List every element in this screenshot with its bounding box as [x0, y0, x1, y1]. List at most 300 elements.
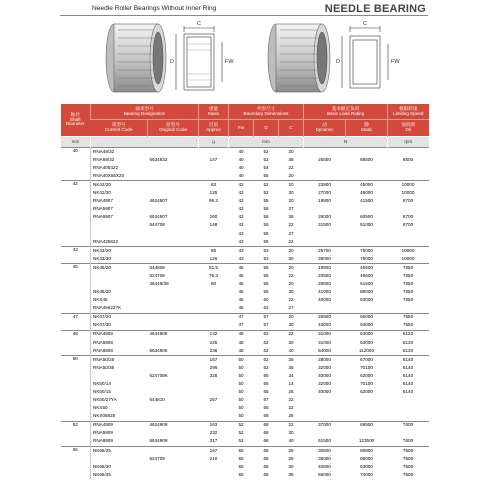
table-row	[61, 181, 429, 190]
mass: 296	[209, 364, 218, 370]
shaft-diameter: 50	[61, 355, 91, 421]
d: 62	[254, 355, 279, 364]
current-code: RNA5908	[93, 339, 113, 345]
shaft-diameter: 40	[61, 148, 91, 181]
dim-label-d-right: D	[336, 59, 340, 65]
table-row	[61, 304, 429, 313]
table-row	[61, 264, 429, 273]
current-code: NK55/35	[93, 471, 111, 477]
table-row	[61, 313, 429, 322]
table-row	[61, 430, 429, 438]
c-header: C	[279, 120, 304, 137]
mass-approx-en: Approx	[206, 127, 221, 132]
limiting-speed: 10000	[388, 246, 429, 255]
d: 55	[263, 198, 269, 204]
original-code	[148, 313, 199, 322]
dynamic-load: 25700	[304, 246, 346, 255]
d: 53	[254, 246, 279, 255]
original-code	[148, 172, 199, 181]
static-load: 60800	[346, 446, 388, 455]
dynamic-load: 28000	[304, 355, 346, 364]
c: 22	[279, 421, 304, 430]
current-code: RNA5907	[93, 206, 113, 212]
dynamic-load: 64000	[318, 347, 331, 353]
fw: 55	[238, 471, 244, 477]
mass: 99.3	[209, 198, 218, 204]
d: 55	[263, 214, 269, 220]
mass-header	[199, 104, 229, 120]
limiting-speed: 7650	[402, 289, 414, 295]
c: 20	[288, 172, 294, 178]
current-code	[91, 230, 148, 238]
designation-header-cn: 轴承型号	[135, 105, 154, 111]
original-code: 624709	[149, 455, 165, 461]
original-code: 4624909	[148, 421, 199, 430]
current-code	[91, 372, 148, 380]
static-load	[346, 413, 388, 422]
dynamic-load: 39000	[318, 255, 331, 261]
static-load: 63000	[360, 339, 373, 345]
table-row	[61, 206, 429, 214]
current-code: NK50/27YA	[93, 397, 117, 403]
dynamic-en: Dynamic	[315, 127, 334, 132]
mass	[199, 322, 229, 331]
bearing-diagrams	[96, 18, 416, 98]
d: 65	[263, 405, 269, 411]
d: 68	[263, 438, 269, 444]
original-code: 6634932	[149, 156, 168, 162]
dims-header	[229, 104, 304, 120]
limiting-speed	[388, 404, 429, 412]
dynamic-load: 31000	[318, 339, 331, 345]
limiting-speed	[388, 396, 429, 404]
mass	[199, 471, 229, 479]
d: 62	[263, 364, 269, 370]
fw: 42	[238, 190, 244, 196]
static-load	[346, 206, 388, 214]
current-code: NK43/30	[93, 255, 111, 261]
load-unit: N	[304, 137, 388, 148]
table-row	[61, 463, 429, 471]
limiting-speed	[388, 164, 429, 172]
static-load: 49000	[360, 190, 373, 196]
static-load: 68000	[360, 455, 373, 461]
table-row	[61, 413, 429, 422]
d: 62	[263, 305, 269, 311]
d: 55	[254, 264, 279, 273]
current-code: NK55/25	[91, 446, 148, 455]
c: 30	[288, 289, 294, 295]
c: 27	[288, 206, 294, 212]
original-code	[148, 413, 199, 422]
spec-table	[60, 104, 429, 479]
speed-header-en: Limiting Speed	[393, 110, 424, 116]
original-code: 4644908	[148, 330, 199, 339]
mass-header-en: Mass	[208, 110, 219, 116]
fw: 42	[229, 181, 254, 190]
mass: 148	[209, 222, 218, 228]
current-code: RNA405422	[93, 164, 119, 170]
dynamic-load	[304, 148, 346, 157]
c: 40	[288, 347, 294, 353]
current-code: RNA6907	[93, 214, 113, 220]
table-row	[61, 296, 429, 304]
current-code: NK55/30	[93, 463, 111, 469]
original-code: 6634907	[149, 214, 168, 220]
original-code	[148, 388, 199, 396]
static-load: 51000	[360, 222, 373, 228]
dynamic-load: 30600	[304, 446, 346, 455]
mass: 167	[199, 446, 229, 455]
dim-label-d-left: D	[170, 59, 174, 65]
shaft-header-cn: 轴径	[70, 112, 80, 118]
fw: 40	[238, 164, 244, 170]
c: 35	[288, 471, 294, 477]
original-code-en: Original Code	[158, 127, 188, 132]
mass-approx-header	[199, 120, 229, 137]
original-code	[148, 322, 199, 331]
d: 55	[263, 206, 269, 212]
current-code: NK42/20	[91, 181, 148, 190]
table-row	[61, 238, 429, 247]
shaft-diameter: 47	[61, 313, 91, 330]
d: 57	[263, 322, 269, 328]
static-load	[346, 230, 388, 238]
fw: 42	[238, 238, 244, 244]
limiting-speed: 7600	[402, 471, 414, 477]
current-code: NK50/15	[93, 389, 111, 394]
current-code: RNA4908	[91, 330, 148, 339]
current-code: NKS45	[93, 297, 108, 303]
table-row	[61, 355, 429, 364]
d: 68	[254, 446, 279, 455]
dims-header-cn: 外形尺寸	[256, 105, 276, 111]
mass: 232	[209, 430, 218, 436]
dim-label-fw-left: FW	[225, 59, 234, 65]
static-load: 41500	[360, 198, 373, 204]
limiting-speed: 8700	[402, 214, 414, 220]
table-row	[61, 197, 429, 205]
limiting-speed: 7650	[388, 313, 429, 322]
dynamic-load: 55000	[318, 471, 331, 477]
original-code	[148, 230, 199, 238]
shaft-header-en: Shaft Diameter	[65, 116, 85, 127]
dynamic-header	[304, 120, 346, 137]
c: 22	[288, 238, 294, 244]
dynamic-load	[304, 206, 346, 214]
fw: 50	[229, 355, 254, 364]
shaft-diameter: 45	[61, 264, 91, 313]
original-code: 46449/38	[149, 280, 169, 286]
mass: 132	[199, 330, 229, 339]
mass	[199, 148, 229, 157]
c: 20	[279, 148, 304, 157]
static-load: 63000	[346, 330, 388, 339]
fw: 48	[238, 339, 244, 345]
static-load	[346, 304, 388, 313]
d: 56	[263, 238, 269, 244]
mass: 125	[209, 190, 218, 196]
table-row	[61, 164, 429, 172]
fw: 50	[238, 397, 244, 403]
table-row	[61, 222, 429, 230]
fw: 48	[238, 347, 244, 353]
dynamic-load	[304, 413, 346, 422]
current-code: NK47/20	[91, 313, 148, 322]
static-load: 62000	[360, 389, 373, 394]
header-rule	[60, 15, 428, 16]
original-code-cn: 原型号	[166, 122, 180, 128]
table-row	[61, 396, 429, 404]
mass: 257	[209, 397, 218, 403]
mass: 80	[210, 280, 217, 286]
dynamic-load	[304, 304, 346, 313]
limiting-speed: 8140	[402, 372, 414, 378]
fw: 45	[229, 264, 254, 273]
original-code	[148, 255, 199, 264]
table-row	[61, 446, 429, 455]
c: 22	[288, 164, 294, 170]
dynamic-load: 32000	[318, 380, 331, 386]
mass: 317	[209, 438, 218, 444]
current-code	[91, 455, 148, 463]
table-row	[61, 189, 429, 197]
c: 20	[288, 280, 294, 286]
speed-header	[388, 104, 429, 120]
c: 25	[288, 455, 294, 461]
static-load: 49600	[360, 272, 373, 278]
d: 65	[263, 380, 269, 386]
dynamic-load	[304, 164, 346, 172]
current-code-header	[91, 120, 148, 137]
fw: 52	[238, 438, 244, 444]
limiting-speed: 8140	[402, 364, 414, 370]
limiting-speed: 8140	[402, 380, 414, 386]
fw-header: Fw	[229, 120, 254, 137]
original-code	[148, 304, 199, 313]
dynamic-load: 26600	[318, 280, 331, 286]
mass: 81.5	[199, 264, 229, 273]
limiting-speed	[388, 206, 429, 214]
current-code: NK43/20	[91, 246, 148, 255]
original-code	[148, 189, 199, 197]
fw: 43	[229, 246, 254, 255]
d: 52	[263, 190, 269, 196]
mass: 238	[209, 347, 218, 353]
d: 55	[263, 272, 269, 278]
d-header: D	[254, 120, 279, 137]
dims-header-en: Boundary Dimensions	[243, 110, 289, 116]
mass	[199, 304, 229, 313]
d: 68	[263, 455, 269, 461]
load-header-en: Basic Load Rating	[326, 110, 365, 116]
c: 27	[288, 305, 294, 311]
designation-header	[91, 104, 199, 120]
static-load	[346, 148, 388, 157]
c: 30	[288, 255, 294, 261]
current-code: NKS50	[93, 405, 108, 411]
header-brand: NEEDLE BEARING	[324, 3, 426, 15]
original-code: 644808	[148, 264, 199, 273]
c: 35	[288, 364, 294, 370]
c: 36	[288, 214, 294, 220]
shaft-diameter: 55	[61, 446, 91, 479]
mass	[199, 380, 229, 388]
limiting-speed: 7600	[388, 421, 429, 430]
shaft-diameter: 52	[61, 421, 91, 446]
oil-cn: 油润滑	[401, 122, 416, 128]
original-code: 644708	[149, 222, 165, 228]
c: 25	[279, 446, 304, 455]
current-code: NK42/30	[93, 190, 111, 196]
fw: 47	[229, 313, 254, 322]
fw: 45	[238, 297, 244, 303]
current-code: RNA4907	[93, 198, 113, 204]
table-row	[61, 280, 429, 288]
static-load: 45000	[346, 181, 388, 190]
spec-table-body	[61, 148, 429, 480]
c: 22	[288, 222, 294, 228]
limiting-speed: 8140	[388, 355, 429, 364]
d: 68	[263, 430, 269, 436]
mass	[199, 206, 229, 214]
table-row	[61, 455, 429, 463]
mass	[199, 238, 229, 247]
d: 55	[263, 222, 269, 228]
oil-header	[388, 120, 429, 137]
table-row	[61, 230, 429, 238]
c: 22	[288, 405, 294, 411]
dims-unit: mm	[229, 137, 304, 148]
mass-approx-cn: 近似	[208, 122, 219, 128]
current-code: RNA50/35	[93, 364, 115, 370]
current-code: NK45/30	[93, 289, 111, 295]
static-load: 75000	[346, 246, 388, 255]
static-load: 56000	[346, 313, 388, 322]
fw: 42	[238, 198, 244, 204]
limiting-speed: 7650	[388, 264, 429, 273]
static-load: 74000	[360, 471, 373, 477]
current-code	[91, 222, 148, 230]
table-row	[61, 322, 429, 331]
dim-label-fw-right: FW	[391, 59, 400, 65]
dynamic-load: 43000	[318, 322, 331, 328]
original-code	[148, 206, 199, 214]
table-row	[61, 339, 429, 347]
load-header	[304, 104, 388, 120]
static-load: 75000	[360, 255, 373, 261]
c: 25	[288, 413, 294, 419]
original-code	[148, 430, 199, 438]
mass: 86	[199, 246, 229, 255]
current-code: RNA4909	[91, 421, 148, 430]
limiting-speed: 7650	[402, 280, 414, 286]
c: 40	[288, 438, 294, 444]
fw: 45	[238, 305, 244, 311]
c: 34	[288, 372, 294, 378]
d: 62	[263, 347, 269, 353]
table-row	[61, 148, 429, 157]
limiting-speed	[388, 230, 429, 238]
d: 56	[263, 230, 269, 236]
shaft-diameter: 48	[61, 330, 91, 355]
fw: 45	[238, 280, 244, 286]
table-row	[61, 438, 429, 447]
table-row	[61, 471, 429, 479]
d: 52	[263, 156, 269, 162]
original-code	[148, 364, 199, 372]
limiting-speed: 8700	[402, 222, 414, 228]
original-code	[148, 471, 199, 479]
static-load	[346, 404, 388, 412]
dynamic-load: 40000	[318, 372, 331, 378]
c: 30	[288, 190, 294, 196]
dynamic-load: 61500	[318, 438, 331, 444]
dynamic-load: 36000	[318, 455, 331, 461]
original-code	[148, 148, 199, 157]
fw: 40	[238, 172, 244, 178]
mass-unit: g	[199, 137, 229, 148]
limiting-speed	[388, 148, 429, 157]
mass	[199, 288, 229, 296]
current-code: NK47/30	[93, 322, 111, 328]
original-code	[148, 446, 199, 455]
shaft-diameter: 43	[61, 246, 91, 263]
original-code	[148, 288, 199, 296]
static-load: 123500	[358, 438, 375, 444]
static-load	[346, 172, 388, 181]
table-row	[61, 364, 429, 372]
header-title: Needle Roller Bearings Without Inner Ring	[92, 5, 217, 12]
c: 20	[279, 246, 304, 255]
dynamic-cn: 动	[322, 122, 327, 128]
d: 52	[254, 181, 279, 190]
original-code: 6634908	[149, 347, 168, 353]
c: 22	[279, 330, 304, 339]
d: 54	[263, 164, 269, 170]
original-code	[148, 164, 199, 172]
c: 25	[279, 355, 304, 364]
dynamic-load	[304, 230, 346, 238]
static-load	[346, 396, 388, 404]
limiting-speed: 10000	[401, 190, 415, 196]
dim-label-c-left: C	[197, 21, 201, 27]
table-row	[61, 214, 429, 222]
fw: 52	[229, 421, 254, 430]
dynamic-load: 37000	[304, 421, 346, 430]
c: 36	[288, 156, 294, 162]
load-header-cn: 基本额定负荷	[331, 105, 360, 111]
dynamic-load	[304, 396, 346, 404]
static-load: 46500	[346, 264, 388, 273]
mass-header-cn: 重量	[208, 105, 219, 111]
limiting-speed: 7650	[402, 272, 414, 278]
static-load: 88000	[360, 289, 373, 295]
dynamic-load: 41000	[318, 289, 331, 295]
current-code: NKS06825	[93, 413, 116, 419]
d: 62	[263, 339, 269, 345]
static-header	[346, 120, 388, 137]
original-code	[148, 380, 199, 388]
dynamic-load: 23900	[304, 181, 346, 190]
table-row	[61, 330, 429, 339]
c: 27	[288, 230, 294, 236]
fw: 50	[238, 372, 244, 378]
dynamic-load	[304, 430, 346, 438]
table-row	[61, 372, 429, 380]
table-row	[61, 347, 429, 356]
fw: 50	[238, 405, 244, 411]
